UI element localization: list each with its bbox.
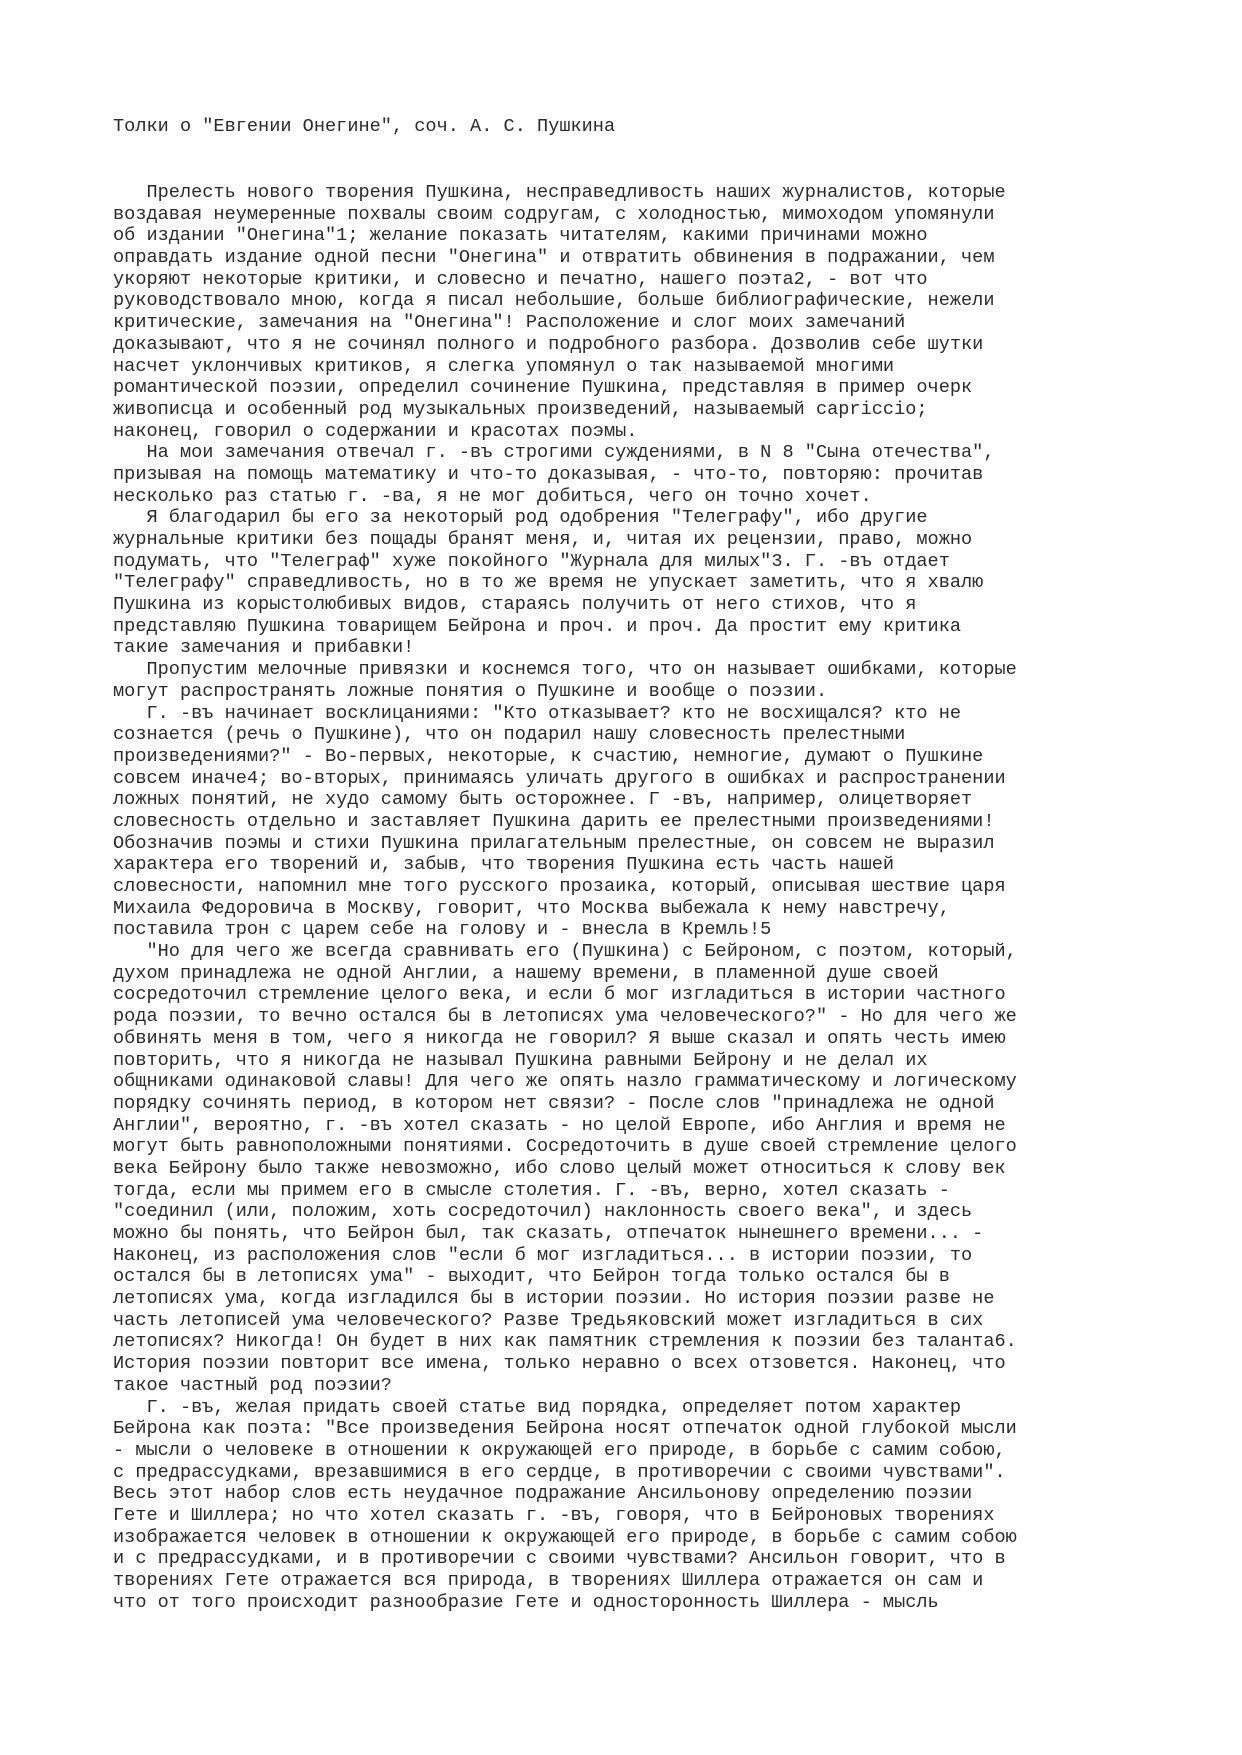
text-line: словесности, напомнил мне того русского прозаика, который, описывая шествие царя <box>113 876 1006 897</box>
text-line: что от того происходит разнообразие Гете и односторонность Шиллера - мысль <box>113 1591 939 1613</box>
text-line: оправдать издание одной песни "Онегина" и отвратить обвинения в подражании, чем <box>113 247 995 269</box>
document-body <box>113 182 1133 1613</box>
text-line: такое частный род поэзии? <box>113 1374 392 1396</box>
text-line: Пропустим мелочные привязки и коснемся того, что он называет ошибками, которые <box>113 659 1017 681</box>
text-line: Г. -въ начинает восклицаниями: "Кто отказывает? кто не восхищался? кто не <box>113 702 962 724</box>
text-line: рода поэзии, то вечно остался бы в летописях ума человеческого?" - Но для чего же <box>113 1006 1017 1028</box>
text-line: "Но для чего же всегда сравнивать его (Пушкина) с Бейроном, с поэтом, который, <box>113 941 1017 963</box>
text-line: подумать, что "Телеграф" хуже покойного "Журнала для милых"3. Г. -въ отдает <box>113 550 950 572</box>
text-line: Англии", вероятно, г. -въ хотел сказать - но целой Европе, ибо Англия и время не <box>113 1114 1006 1136</box>
text-line: Прелесть нового творения Пушкина, несправедливость наших журналистов, которые <box>113 182 1006 203</box>
text-line: сосредоточил стремление целого века, и если б мог изгладиться в истории частного <box>113 984 1006 1006</box>
text-line: могут распространять ложные понятия о Пушкине и вообще о поэзии. <box>113 680 828 702</box>
text-line: - мысли о человеке в отношении к окружающей его природе, в борьбе с самим собою, <box>113 1439 1006 1461</box>
text-line: с предрассудками, врезавшимися в его сердце, в противоречии с своими чувствами". <box>113 1461 1006 1483</box>
text-line: представляю Пушкина товарищем Бейрона и проч. и проч. Да простит ему критика <box>113 615 962 637</box>
text-line: Я благодарил бы его за некоторый род одобрения "Телеграфу", ибо другие <box>113 507 928 529</box>
text-line: Бейрона как поэта: "Все произведения Бейрона носят отпечаток одной глубокой мысли <box>113 1418 1017 1440</box>
text-line: журнальные критики без пощады бранят меня, и, читая их рецензии, право, можно <box>113 529 973 550</box>
text-line: ложных понятий, не худо самому быть осторожнее. Г -въ, например, олицетворяет <box>113 789 973 811</box>
text-line: порядку сочинять период, в котором нет связи? - После слов "принадлежа не одной <box>113 1092 995 1114</box>
text-line: поставила трон с царем себе на голову и - внесла в Кремль!5 <box>113 919 772 941</box>
text-line: словесность отдельно и заставляет Пушкина дарить ее прелестными произведениями! <box>113 810 995 832</box>
text-line: доказывают, что я не сочинял полного и подробного разбора. Дозволив себе шутки <box>113 333 984 355</box>
text-line: сознается (речь о Пушкине), что он подарил нашу словесность прелестными <box>113 724 906 746</box>
text-line: Г. -въ, желая придать своей статье вид порядка, определяет потом характер <box>113 1396 962 1418</box>
text-line: общниками одинаковой славы! Для чего же опять назло грамматическому и логическому <box>113 1071 1017 1093</box>
text-line: романтической поэзии, определил сочинение Пушкина, представляя в пример очерк <box>113 377 973 399</box>
text-line: изображается человек в отношении к окружающей его природе, в борьбе с самим собою <box>113 1526 1017 1548</box>
text-line: несколько раз статью г. -ва, я не мог добиться, чего он точно хочет. <box>113 485 872 507</box>
text-line: можно бы понять, что Бейрон был, так сказать, отпечаток нынешнего времени... - <box>113 1223 984 1244</box>
text-line: повторить, что я никогда не называл Пушкина равными Бейрону и не делал их <box>113 1049 928 1071</box>
text-line: укоряют некоторые критики, и словесно и печатно, нашего поэта2, - вот что <box>113 268 928 290</box>
text-line: творениях Гете отражается вся природа, в творениях Шиллера отражается он сам и <box>113 1570 984 1591</box>
text-line: летописях ума, когда изгладился бы в истории поэзии. Но история поэзии разве не <box>113 1288 995 1310</box>
text-line: об издании "Онегина"1; желание показать читателям, какими причинами можно <box>113 225 928 247</box>
text-line: "Телеграфу" справедливость, но в то же время не упускает заметить, что я хвалю <box>113 572 984 594</box>
text-line: совсем иначе4; во-вторых, принимаясь уличать другого в ошибках и распространении <box>113 767 1006 789</box>
text-line: руководствовало мною, когда я писал небольшие, больше библиографические, нежели <box>113 290 995 312</box>
text-line: и с предрассудками, и в противоречии с своими чувствами? Ансильон говорит, что в <box>113 1548 1006 1570</box>
text-line: Наконец, из расположения слов "если б мог изгладиться... в истории поэзии, то <box>113 1244 973 1266</box>
text-line: Обозначив поэмы и стихи Пушкина прилагательным прелестные, он совсем не выразил <box>113 832 995 854</box>
text-line: обвинять меня в том, чего я никогда не говорил? Я выше сказал и опять честь имею <box>113 1027 1006 1049</box>
text-line: живописца и особенный род музыкальных произведений, называемый capriccio; <box>113 398 928 420</box>
text-line: Весь этот набор слов есть неудачное подражание Ансильонову определению поэзии <box>113 1483 973 1505</box>
text-line: века Бейрону было также невозможно, ибо слово целый может относиться к слову век <box>113 1157 1006 1179</box>
text-line: духом принадлежа не одной Англии, а нашему времени, в пламенной душе своей <box>113 962 939 984</box>
text-line: "соединил (или, положим, хоть сосредоточил) наклонность своего века", и здесь <box>113 1201 973 1223</box>
text-line: такие замечания и прибавки! <box>113 637 415 659</box>
text-line: насчет уклончивых критиков, я слегка упомянул о так называемой многими <box>113 355 895 377</box>
text-line: Гете и Шиллера; но что хотел сказать г. -въ, говоря, что в Бейроновых творениях <box>113 1504 995 1526</box>
text-line: критические, замечания на "Онегина"! Расположение и слог моих замечаний <box>113 312 906 334</box>
text-line: наконец, говорил о содержании и красотах поэмы. <box>113 420 638 442</box>
text-line: часть летописей ума человеческого? Разве Тредьяковский может изгладиться в сих <box>113 1309 984 1331</box>
text-line: остался бы в летописях ума" - выходит, что Бейрон тогда только остался бы в <box>113 1266 950 1288</box>
document-title: Толки о "Евгении Онегине", соч. А. С. Пушкина <box>113 116 616 137</box>
text-line: произведениями?" - Во-первых, некоторые, к счастию, немногие, думают о Пушкине <box>113 745 984 767</box>
text-line: призывая на помощь математику и что-то доказывая, - что-то, повторяю: прочитав <box>113 463 984 485</box>
text-line: тогда, если мы примем его в смысле столетия. Г. -въ, верно, хотел сказать - <box>113 1179 950 1201</box>
text-line: летописях? Никогда! Он будет в них как памятник стремления к поэзии без таланта6. <box>113 1331 1017 1353</box>
text-line: воздавая неумеренные похвалы своим содругам, с холодностью, мимоходом упомянули <box>113 203 995 225</box>
text-line: могут быть равноположными понятиями. Сосредоточить в душе своей стремление целого <box>113 1136 1017 1158</box>
text-line: На мои замечания отвечал г. -въ строгими суждениями, в N 8 "Сына отечества", <box>113 442 995 464</box>
text-line: Михаила Федоровича в Москву, говорит, что Москва выбежала к нему навстречу, <box>113 897 950 919</box>
text-line: История поэзии повторит все имена, только неравно о всех отзовется. Наконец, что <box>113 1353 1006 1375</box>
text-line: характера его творений и, забыв, что творения Пушкина есть часть нашей <box>113 854 895 876</box>
text-line: Пушкина из корыстолюбивых видов, стараясь получить от него стихов, что я <box>113 594 917 616</box>
